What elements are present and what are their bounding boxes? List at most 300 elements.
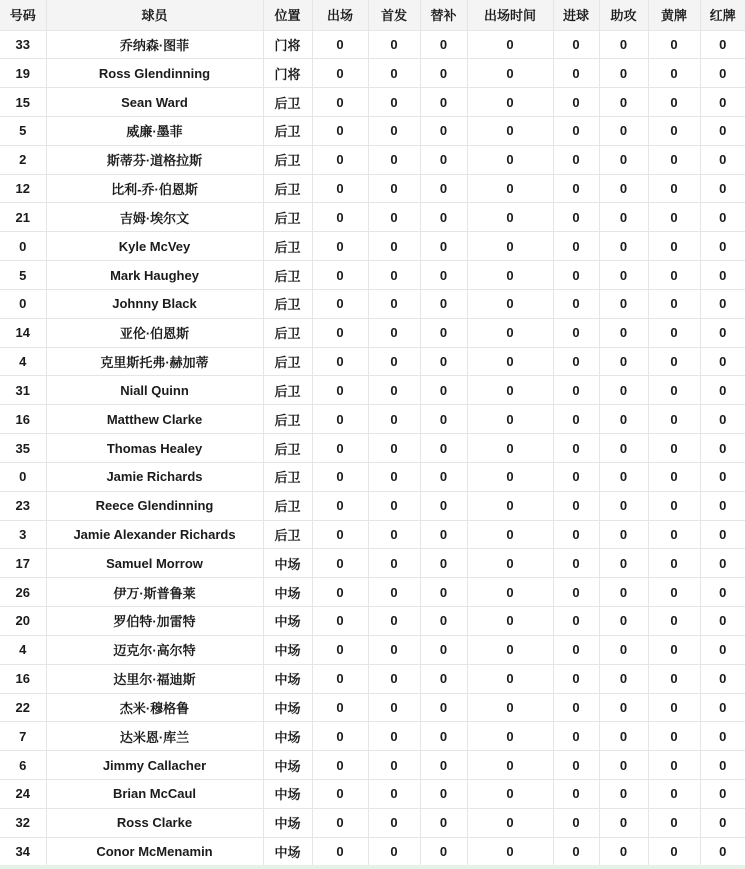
table-head: [0, 0, 745, 30]
cell-goals: 0: [553, 376, 599, 405]
cell-yellow-cards: 0: [648, 635, 700, 664]
cell-goals: 0: [553, 751, 599, 780]
cell-starts: 0: [368, 751, 420, 780]
cell-starts: 0: [368, 664, 420, 693]
cell-assists: 0: [599, 145, 648, 174]
cell-assists: 0: [599, 664, 648, 693]
cell-position: 后卫: [263, 318, 312, 347]
cell-substitute: 0: [420, 318, 467, 347]
cell-minutes: 0: [467, 635, 553, 664]
cell-player: 克里斯托弗·赫加蒂: [46, 347, 263, 376]
table-row: [0, 664, 745, 693]
cell-goals: 0: [553, 405, 599, 434]
cell-player: Ross Clarke: [46, 808, 263, 837]
cell-yellow-cards: 0: [648, 88, 700, 117]
cell-red-cards: 0: [700, 693, 745, 722]
cell-minutes: 0: [467, 751, 553, 780]
cell-assists: 0: [599, 289, 648, 318]
cell-assists: 0: [599, 635, 648, 664]
cell-number: 34: [0, 837, 46, 866]
cell-position: 后卫: [263, 145, 312, 174]
table-row: [0, 635, 745, 664]
cell-assists: 0: [599, 549, 648, 578]
cell-minutes: 0: [467, 722, 553, 751]
cell-red-cards: 0: [700, 174, 745, 203]
table-row: [0, 462, 745, 491]
cell-red-cards: 0: [700, 491, 745, 520]
cell-red-cards: 0: [700, 116, 745, 145]
cell-starts: 0: [368, 607, 420, 636]
cell-player: Jimmy Callacher: [46, 751, 263, 780]
column-header-position: 位置: [263, 0, 312, 30]
cell-red-cards: 0: [700, 203, 745, 232]
cell-minutes: 0: [467, 203, 553, 232]
cell-minutes: 0: [467, 578, 553, 607]
cell-number: 12: [0, 174, 46, 203]
cell-starts: 0: [368, 318, 420, 347]
cell-minutes: 0: [467, 376, 553, 405]
cell-position: 门将: [263, 59, 312, 88]
cell-assists: 0: [599, 174, 648, 203]
table-row: [0, 232, 745, 261]
cell-starts: 0: [368, 520, 420, 549]
cell-starts: 0: [368, 635, 420, 664]
cell-substitute: 0: [420, 59, 467, 88]
cell-goals: 0: [553, 578, 599, 607]
cell-goals: 0: [553, 780, 599, 809]
cell-minutes: 0: [467, 549, 553, 578]
cell-position: 后卫: [263, 347, 312, 376]
cell-yellow-cards: 0: [648, 203, 700, 232]
cell-red-cards: 0: [700, 261, 745, 290]
cell-appearances: 0: [312, 376, 368, 405]
cell-substitute: 0: [420, 405, 467, 434]
cell-substitute: 0: [420, 693, 467, 722]
cell-assists: 0: [599, 491, 648, 520]
cell-goals: 0: [553, 347, 599, 376]
table-row: [0, 289, 745, 318]
cell-minutes: 0: [467, 491, 553, 520]
cell-red-cards: 0: [700, 59, 745, 88]
cell-minutes: 0: [467, 318, 553, 347]
cell-red-cards: 0: [700, 837, 745, 866]
cell-starts: 0: [368, 30, 420, 59]
table-row: [0, 808, 745, 837]
cell-player: Jamie Alexander Richards: [46, 520, 263, 549]
cell-minutes: 0: [467, 808, 553, 837]
cell-yellow-cards: 0: [648, 607, 700, 636]
cell-substitute: 0: [420, 203, 467, 232]
cell-yellow-cards: 0: [648, 780, 700, 809]
cell-goals: 0: [553, 664, 599, 693]
cell-player: Thomas Healey: [46, 434, 263, 463]
table-row: [0, 837, 745, 866]
table-row: [0, 549, 745, 578]
cell-minutes: 0: [467, 59, 553, 88]
cell-position: 中场: [263, 722, 312, 751]
table-row: [0, 347, 745, 376]
cell-number: 5: [0, 116, 46, 145]
cell-substitute: 0: [420, 434, 467, 463]
cell-position: 中场: [263, 693, 312, 722]
cell-position: 后卫: [263, 261, 312, 290]
cell-appearances: 0: [312, 434, 368, 463]
cell-goals: 0: [553, 808, 599, 837]
cell-position: 后卫: [263, 203, 312, 232]
cell-red-cards: 0: [700, 232, 745, 261]
cell-substitute: 0: [420, 520, 467, 549]
column-header-number: 号码: [0, 0, 46, 30]
cell-appearances: 0: [312, 607, 368, 636]
cell-assists: 0: [599, 203, 648, 232]
cell-goals: 0: [553, 491, 599, 520]
cell-appearances: 0: [312, 722, 368, 751]
cell-appearances: 0: [312, 88, 368, 117]
cell-assists: 0: [599, 347, 648, 376]
cell-appearances: 0: [312, 693, 368, 722]
cell-number: 17: [0, 549, 46, 578]
cell-red-cards: 0: [700, 520, 745, 549]
cell-assists: 0: [599, 376, 648, 405]
column-header-goals: 进球: [553, 0, 599, 30]
cell-goals: 0: [553, 88, 599, 117]
cell-substitute: 0: [420, 808, 467, 837]
cell-number: 4: [0, 347, 46, 376]
cell-substitute: 0: [420, 376, 467, 405]
cell-yellow-cards: 0: [648, 722, 700, 751]
cell-appearances: 0: [312, 145, 368, 174]
cell-number: 32: [0, 808, 46, 837]
cell-substitute: 0: [420, 607, 467, 636]
cell-appearances: 0: [312, 261, 368, 290]
cell-red-cards: 0: [700, 145, 745, 174]
table-row: [0, 174, 745, 203]
cell-assists: 0: [599, 405, 648, 434]
cell-yellow-cards: 0: [648, 751, 700, 780]
cell-yellow-cards: 0: [648, 405, 700, 434]
cell-substitute: 0: [420, 722, 467, 751]
cell-appearances: 0: [312, 837, 368, 866]
cell-minutes: 0: [467, 780, 553, 809]
cell-number: 16: [0, 405, 46, 434]
cell-position: 后卫: [263, 405, 312, 434]
cell-minutes: 0: [467, 232, 553, 261]
cell-minutes: 0: [467, 88, 553, 117]
cell-number: 31: [0, 376, 46, 405]
cell-player: Matthew Clarke: [46, 405, 263, 434]
cell-minutes: 0: [467, 607, 553, 636]
cell-red-cards: 0: [700, 578, 745, 607]
cell-red-cards: 0: [700, 434, 745, 463]
cell-yellow-cards: 0: [648, 578, 700, 607]
cell-red-cards: 0: [700, 549, 745, 578]
cell-starts: 0: [368, 174, 420, 203]
cell-minutes: 0: [467, 664, 553, 693]
cell-player: 杰米·穆格鲁: [46, 693, 263, 722]
cell-assists: 0: [599, 607, 648, 636]
cell-goals: 0: [553, 30, 599, 59]
cell-goals: 0: [553, 462, 599, 491]
cell-minutes: 0: [467, 520, 553, 549]
cell-position: 中场: [263, 578, 312, 607]
table-row: [0, 376, 745, 405]
cell-player: Conor McMenamin: [46, 837, 263, 866]
table-row: [0, 578, 745, 607]
cell-player: 乔纳森·图菲: [46, 30, 263, 59]
cell-position: 中场: [263, 751, 312, 780]
table-row: [0, 751, 745, 780]
cell-yellow-cards: 0: [648, 376, 700, 405]
cell-position: 后卫: [263, 376, 312, 405]
cell-position: 中场: [263, 664, 312, 693]
cell-yellow-cards: 0: [648, 808, 700, 837]
cell-minutes: 0: [467, 289, 553, 318]
cell-yellow-cards: 0: [648, 347, 700, 376]
cell-position: 后卫: [263, 116, 312, 145]
cell-yellow-cards: 0: [648, 664, 700, 693]
cell-goals: 0: [553, 635, 599, 664]
column-header-starts: 首发: [368, 0, 420, 30]
cell-assists: 0: [599, 261, 648, 290]
cell-number: 22: [0, 693, 46, 722]
cell-yellow-cards: 0: [648, 837, 700, 866]
cell-substitute: 0: [420, 30, 467, 59]
cell-player: Niall Quinn: [46, 376, 263, 405]
cell-red-cards: 0: [700, 405, 745, 434]
cell-yellow-cards: 0: [648, 59, 700, 88]
cell-assists: 0: [599, 434, 648, 463]
cell-appearances: 0: [312, 405, 368, 434]
cell-goals: 0: [553, 693, 599, 722]
table-row: [0, 88, 745, 117]
cell-position: 中场: [263, 607, 312, 636]
cell-goals: 0: [553, 174, 599, 203]
cell-substitute: 0: [420, 549, 467, 578]
cell-player: 达里尔·福迪斯: [46, 664, 263, 693]
cell-starts: 0: [368, 59, 420, 88]
table-row: [0, 607, 745, 636]
cell-number: 6: [0, 751, 46, 780]
cell-appearances: 0: [312, 30, 368, 59]
cell-appearances: 0: [312, 289, 368, 318]
cell-goals: 0: [553, 549, 599, 578]
cell-assists: 0: [599, 462, 648, 491]
cell-number: 0: [0, 232, 46, 261]
cell-substitute: 0: [420, 635, 467, 664]
cell-appearances: 0: [312, 174, 368, 203]
column-header-red-cards: 红牌: [700, 0, 745, 30]
cell-minutes: 0: [467, 434, 553, 463]
cell-yellow-cards: 0: [648, 491, 700, 520]
cell-yellow-cards: 0: [648, 520, 700, 549]
table-row: [0, 780, 745, 809]
cell-red-cards: 0: [700, 751, 745, 780]
cell-position: 后卫: [263, 88, 312, 117]
cell-red-cards: 0: [700, 722, 745, 751]
cell-starts: 0: [368, 289, 420, 318]
cell-starts: 0: [368, 116, 420, 145]
cell-starts: 0: [368, 578, 420, 607]
cell-position: 中场: [263, 808, 312, 837]
next-section-top-strip: [0, 865, 745, 869]
cell-goals: 0: [553, 434, 599, 463]
cell-appearances: 0: [312, 116, 368, 145]
cell-minutes: 0: [467, 693, 553, 722]
cell-substitute: 0: [420, 289, 467, 318]
cell-number: 20: [0, 607, 46, 636]
cell-player: 比利-乔·伯恩斯: [46, 174, 263, 203]
column-header-assists: 助攻: [599, 0, 648, 30]
cell-yellow-cards: 0: [648, 116, 700, 145]
cell-appearances: 0: [312, 462, 368, 491]
cell-minutes: 0: [467, 174, 553, 203]
cell-position: 后卫: [263, 232, 312, 261]
cell-player: Sean Ward: [46, 88, 263, 117]
header-row: [0, 0, 745, 30]
cell-minutes: 0: [467, 30, 553, 59]
cell-goals: 0: [553, 722, 599, 751]
cell-starts: 0: [368, 203, 420, 232]
cell-number: 33: [0, 30, 46, 59]
cell-starts: 0: [368, 145, 420, 174]
cell-player: 亚伦·伯恩斯: [46, 318, 263, 347]
cell-goals: 0: [553, 318, 599, 347]
cell-appearances: 0: [312, 549, 368, 578]
cell-number: 23: [0, 491, 46, 520]
cell-goals: 0: [553, 232, 599, 261]
cell-minutes: 0: [467, 145, 553, 174]
cell-substitute: 0: [420, 751, 467, 780]
table-body: [0, 30, 745, 866]
cell-assists: 0: [599, 88, 648, 117]
cell-position: 后卫: [263, 174, 312, 203]
cell-minutes: 0: [467, 462, 553, 491]
cell-minutes: 0: [467, 347, 553, 376]
cell-substitute: 0: [420, 780, 467, 809]
cell-appearances: 0: [312, 520, 368, 549]
table-row: [0, 261, 745, 290]
column-header-yellow-cards: 黄牌: [648, 0, 700, 30]
cell-player: Reece Glendinning: [46, 491, 263, 520]
cell-appearances: 0: [312, 318, 368, 347]
cell-appearances: 0: [312, 635, 368, 664]
cell-position: 门将: [263, 30, 312, 59]
cell-player: Samuel Morrow: [46, 549, 263, 578]
table-row: [0, 59, 745, 88]
cell-goals: 0: [553, 261, 599, 290]
cell-appearances: 0: [312, 751, 368, 780]
cell-position: 后卫: [263, 520, 312, 549]
cell-player: Mark Haughey: [46, 261, 263, 290]
cell-player: 达米恩·库兰: [46, 722, 263, 751]
table-row: [0, 30, 745, 59]
cell-goals: 0: [553, 837, 599, 866]
table-row: [0, 405, 745, 434]
cell-starts: 0: [368, 261, 420, 290]
cell-substitute: 0: [420, 174, 467, 203]
cell-assists: 0: [599, 693, 648, 722]
cell-starts: 0: [368, 780, 420, 809]
cell-player: Kyle McVey: [46, 232, 263, 261]
cell-red-cards: 0: [700, 318, 745, 347]
cell-goals: 0: [553, 520, 599, 549]
cell-yellow-cards: 0: [648, 693, 700, 722]
cell-assists: 0: [599, 59, 648, 88]
cell-yellow-cards: 0: [648, 174, 700, 203]
cell-substitute: 0: [420, 145, 467, 174]
cell-minutes: 0: [467, 261, 553, 290]
cell-substitute: 0: [420, 837, 467, 866]
cell-substitute: 0: [420, 88, 467, 117]
table-row: [0, 145, 745, 174]
column-header-minutes: 出场时间: [467, 0, 553, 30]
column-header-appearances: 出场: [312, 0, 368, 30]
cell-minutes: 0: [467, 837, 553, 866]
cell-starts: 0: [368, 405, 420, 434]
cell-number: 0: [0, 289, 46, 318]
table-row: [0, 203, 745, 232]
cell-red-cards: 0: [700, 607, 745, 636]
cell-yellow-cards: 0: [648, 261, 700, 290]
cell-number: 7: [0, 722, 46, 751]
cell-yellow-cards: 0: [648, 232, 700, 261]
cell-red-cards: 0: [700, 780, 745, 809]
cell-assists: 0: [599, 780, 648, 809]
table-row: [0, 520, 745, 549]
cell-position: 后卫: [263, 462, 312, 491]
cell-number: 3: [0, 520, 46, 549]
cell-substitute: 0: [420, 491, 467, 520]
cell-minutes: 0: [467, 116, 553, 145]
cell-yellow-cards: 0: [648, 30, 700, 59]
cell-position: 中场: [263, 780, 312, 809]
cell-player: 吉姆·埃尔文: [46, 203, 263, 232]
cell-player: 罗伯特·加雷特: [46, 607, 263, 636]
cell-assists: 0: [599, 232, 648, 261]
cell-appearances: 0: [312, 491, 368, 520]
cell-number: 4: [0, 635, 46, 664]
cell-starts: 0: [368, 376, 420, 405]
cell-assists: 0: [599, 808, 648, 837]
cell-starts: 0: [368, 347, 420, 376]
cell-goals: 0: [553, 203, 599, 232]
cell-number: 14: [0, 318, 46, 347]
cell-red-cards: 0: [700, 289, 745, 318]
cell-number: 21: [0, 203, 46, 232]
cell-starts: 0: [368, 232, 420, 261]
cell-assists: 0: [599, 751, 648, 780]
cell-number: 5: [0, 261, 46, 290]
cell-number: 19: [0, 59, 46, 88]
cell-appearances: 0: [312, 664, 368, 693]
cell-substitute: 0: [420, 261, 467, 290]
cell-red-cards: 0: [700, 376, 745, 405]
cell-substitute: 0: [420, 232, 467, 261]
cell-number: 0: [0, 462, 46, 491]
cell-appearances: 0: [312, 578, 368, 607]
cell-player: 伊万·斯普鲁莱: [46, 578, 263, 607]
cell-assists: 0: [599, 318, 648, 347]
cell-starts: 0: [368, 693, 420, 722]
cell-yellow-cards: 0: [648, 549, 700, 578]
cell-position: 后卫: [263, 289, 312, 318]
cell-player: 斯蒂芬·道格拉斯: [46, 145, 263, 174]
cell-position: 后卫: [263, 491, 312, 520]
cell-substitute: 0: [420, 664, 467, 693]
cell-substitute: 0: [420, 116, 467, 145]
cell-substitute: 0: [420, 347, 467, 376]
cell-position: 中场: [263, 549, 312, 578]
